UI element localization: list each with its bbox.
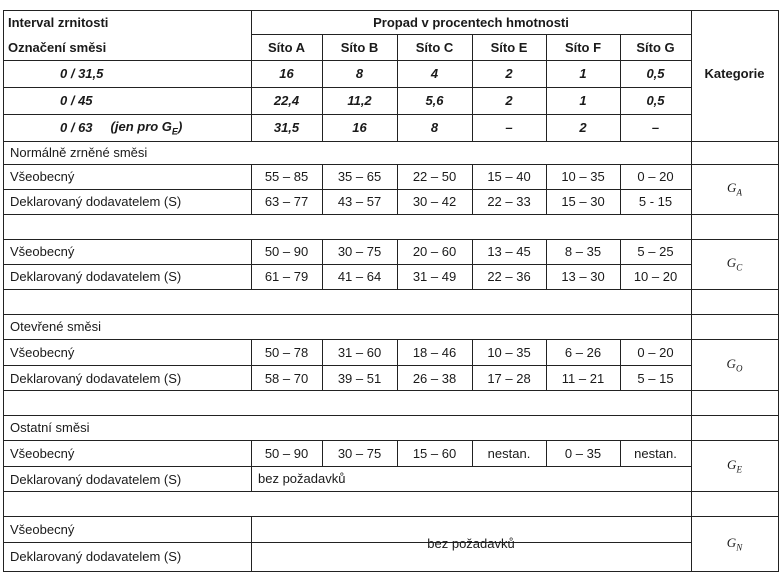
general-value-cell: 0 – 20 xyxy=(637,169,674,184)
declared-value-cell: 43 – 57 xyxy=(337,194,382,209)
section-open: Otevřené směsi xyxy=(10,319,102,334)
interval-value-cell: 4 xyxy=(430,66,439,81)
interval-value-cell: 5,6 xyxy=(425,93,444,108)
row-label-general: Všeobecný xyxy=(10,169,75,184)
interval-value-cell: 2 xyxy=(579,120,587,135)
note-end: ) xyxy=(177,118,183,134)
row-label-declared: Deklarovaný dodavatelem (S) xyxy=(10,471,182,487)
sieve-header-3: Síto E xyxy=(490,39,528,55)
row-label-general: Všeobecný xyxy=(10,244,75,259)
interval-label-0 xyxy=(60,60,250,87)
general-value-cell: 35 – 65 xyxy=(337,169,382,184)
general-value-cell: 15 – 60 xyxy=(412,445,457,461)
declared-value-cell: 30 – 42 xyxy=(412,194,457,209)
declared-value-cell: 13 – 30 xyxy=(561,269,605,284)
interval-label-2 xyxy=(60,114,250,141)
general-value-cell: 18 – 46 xyxy=(412,344,457,360)
interval-value-cell: 16 xyxy=(279,66,294,81)
row-label-declared: Deklarovaný dodavatelem (S) xyxy=(10,549,182,564)
declared-value-cell: 22 – 33 xyxy=(487,194,531,209)
row-label-general: Všeobecný xyxy=(10,344,75,360)
interval-value: 0 / 45 xyxy=(60,93,93,108)
sieve-header-1: Síto B xyxy=(340,39,379,55)
general-value-cell: 50 – 90 xyxy=(264,445,309,461)
category-go xyxy=(691,339,778,390)
general-value-cell: 13 – 45 xyxy=(487,244,531,259)
category-letter: G xyxy=(727,456,737,472)
category-ga xyxy=(691,164,778,214)
sieve-header-2: Síto C xyxy=(415,39,454,55)
interval-value-cell: 22,4 xyxy=(273,93,300,108)
general-value-cell: 22 – 50 xyxy=(412,169,457,184)
sieve-header-4: Síto F xyxy=(564,39,602,55)
general-value-cell: 10 – 35 xyxy=(487,344,531,360)
general-value-cell: 50 – 90 xyxy=(264,244,309,259)
general-value-cell: 30 – 75 xyxy=(337,244,382,259)
general-value-cell: 30 – 75 xyxy=(337,445,382,461)
gn-no-requirement: bez požadavků xyxy=(427,536,515,551)
sieve-header-5: Síto G xyxy=(636,39,675,55)
interval-value-cell: 16 xyxy=(352,120,367,135)
category-subscript: A xyxy=(736,187,742,198)
category-symbol xyxy=(727,535,742,553)
interval-value-cell: 8 xyxy=(355,66,364,81)
row-label-declared: Deklarovaný dodavatelem (S) xyxy=(10,269,182,284)
category-letter: G xyxy=(727,180,737,196)
category-subscript: C xyxy=(736,262,743,273)
interval-value-cell: 1 xyxy=(579,93,587,108)
general-value-cell: 31 – 60 xyxy=(337,344,382,360)
row-label-declared: Deklarovaný dodavatelem (S) xyxy=(10,194,182,209)
declared-value-cell: 39 – 51 xyxy=(337,370,382,386)
interval-value: 0 / 31,5 xyxy=(60,66,104,81)
note-subscript: E xyxy=(171,126,178,137)
declared-no-requirement: bez požadavků xyxy=(258,471,346,486)
declared-value-cell: 22 – 36 xyxy=(487,269,531,284)
rule-v xyxy=(251,466,252,491)
general-value-cell: 5 – 25 xyxy=(637,244,674,259)
interval-value-cell: 2 xyxy=(505,66,513,81)
category-gc xyxy=(691,239,778,289)
declared-value-cell: 26 – 38 xyxy=(412,370,457,386)
interval-value-cell: 31,5 xyxy=(273,120,300,135)
declared-value-cell: 10 – 20 xyxy=(633,269,678,284)
general-value-cell: 55 – 85 xyxy=(264,169,309,184)
rule-v xyxy=(3,10,4,572)
row-label-general: Všeobecný xyxy=(10,521,75,537)
section-normal: Normálně zrněné směsi xyxy=(10,145,148,160)
general-value-cell: 0 – 35 xyxy=(564,445,602,461)
general-value-cell: 6 – 26 xyxy=(564,344,602,360)
declared-value-cell: 17 – 28 xyxy=(487,370,531,386)
category-letter: G xyxy=(726,534,737,550)
general-value-cell: 20 – 60 xyxy=(412,244,457,259)
interval-value: 0 / 63 xyxy=(60,120,93,135)
interval-value-cell: 2 xyxy=(505,93,513,108)
category-ge xyxy=(691,440,778,491)
general-value-cell: 50 – 78 xyxy=(264,344,309,360)
general-value-cell: nestan. xyxy=(487,445,531,461)
category-letter: G xyxy=(726,255,737,271)
section-other: Ostatní směsi xyxy=(10,420,90,435)
designation-header: Označení směsi xyxy=(8,39,107,55)
rule-h xyxy=(3,289,779,290)
interval-note xyxy=(111,119,183,137)
declared-value-cell: 58 – 70 xyxy=(264,370,309,386)
row-label-declared: Deklarovaný dodavatelem (S) xyxy=(10,370,182,386)
general-value-cell: 0 – 20 xyxy=(637,344,674,360)
general-value-cell: 8 – 35 xyxy=(564,244,602,259)
general-value-cell: 15 – 40 xyxy=(487,169,531,184)
rule-h xyxy=(3,571,779,572)
declared-value-cell: 5 - 15 xyxy=(638,194,673,209)
category-header: Kategorie xyxy=(704,66,765,81)
category-subscript: N xyxy=(736,542,743,553)
declared-value-cell: 61 – 79 xyxy=(264,269,309,284)
rule-v xyxy=(778,10,779,572)
interval-value-cell: 11,2 xyxy=(347,93,372,108)
category-symbol xyxy=(727,457,742,475)
declared-value-cell: 63 – 77 xyxy=(264,194,309,209)
passing-header: Propad v procentech hmotnosti xyxy=(373,14,569,30)
row-label-general: Všeobecný xyxy=(10,445,75,461)
category-subscript: E xyxy=(736,464,742,475)
interval-value-cell: 0,5 xyxy=(646,93,665,108)
interval-label-1 xyxy=(60,87,250,114)
interval-value-cell: 1 xyxy=(579,66,587,81)
note-text: (jen pro G xyxy=(110,118,172,134)
interval-value-cell: 0,5 xyxy=(646,66,665,81)
interval-header: Interval zrnitosti xyxy=(8,14,109,30)
sieve-header-0: Síto A xyxy=(267,39,306,55)
category-gn xyxy=(691,516,778,571)
general-value-cell: 10 – 35 xyxy=(561,169,605,184)
category-symbol xyxy=(727,356,743,374)
declared-value-cell: 41 – 64 xyxy=(337,269,382,284)
category-letter: G xyxy=(726,355,736,371)
category-symbol xyxy=(727,255,742,273)
interval-value-cell: – xyxy=(651,120,660,135)
interval-value-cell: – xyxy=(505,120,513,135)
declared-value-cell: 5 – 15 xyxy=(637,370,674,386)
rule-h xyxy=(3,214,779,215)
general-value-cell: nestan. xyxy=(634,445,677,461)
category-symbol xyxy=(727,180,742,198)
interval-value-cell: 8 xyxy=(430,120,439,135)
category-subscript: O xyxy=(735,363,743,374)
declared-value-cell: 11 – 21 xyxy=(561,370,605,386)
declared-value-cell: 31 – 49 xyxy=(412,269,457,284)
declared-value-cell: 15 – 30 xyxy=(561,194,605,209)
